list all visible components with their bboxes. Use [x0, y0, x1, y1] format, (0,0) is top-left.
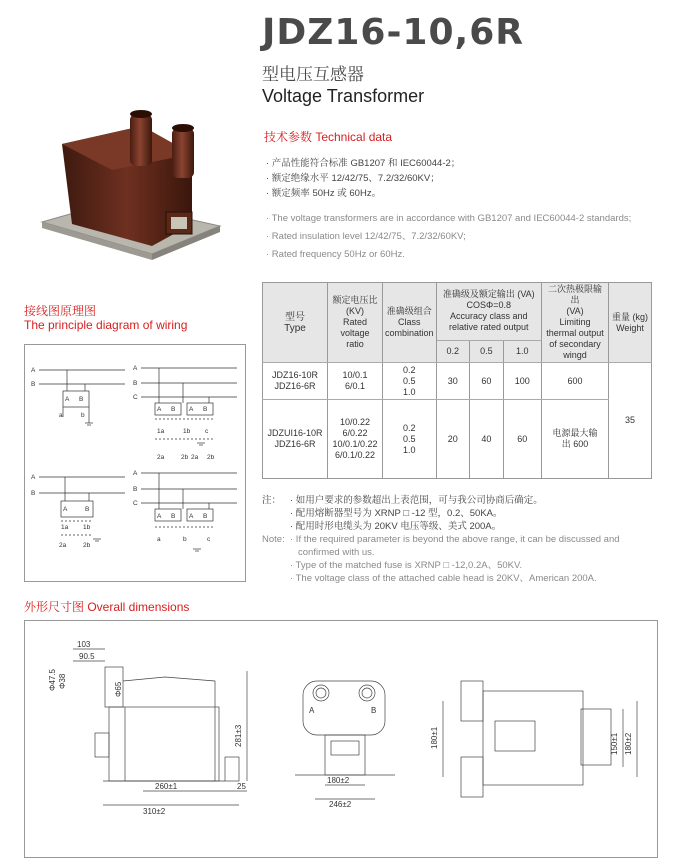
wire-label: A: [31, 474, 36, 481]
dim-label: 180±2: [624, 732, 633, 755]
note-en: · Type of the matched fuse is XRNP □ -12,0.2A、50KV.: [290, 560, 523, 571]
tech-bullet-en: · Rated frequency 50Hz or 60Hz.: [266, 249, 405, 260]
note-en: · The voltage class of the attached cable head is 20KV、American 200A.: [290, 573, 597, 584]
dim-label: A: [309, 706, 315, 715]
wiring-diagram-4: [133, 470, 237, 551]
wire-label: B: [79, 396, 84, 403]
product-photo: [32, 104, 230, 274]
wire-label: C: [133, 394, 138, 401]
th-type: 型号 Type: [263, 283, 328, 363]
cell-output: 100: [503, 363, 541, 400]
side-view: [48, 640, 247, 816]
dim-label: Φ38: [58, 673, 67, 689]
wire-label: 2b: [181, 454, 189, 461]
wire-label: A: [63, 506, 68, 513]
wiring-heading-cn: 接线图原理图: [24, 304, 97, 318]
wire-label: 1b: [83, 524, 91, 531]
dim-label: 260±1: [155, 782, 178, 791]
note-label-cn: 注：: [262, 495, 282, 506]
dim-label: 103: [77, 640, 91, 649]
note-cn: · 配用时形电缆头为 20KV 电压等级、美式 200A。: [290, 521, 502, 532]
wire-label: c: [207, 536, 211, 543]
wire-label: b: [81, 412, 85, 419]
wire-label: b: [183, 536, 187, 543]
wiring-diagram-box: [24, 344, 246, 582]
wire-label: 1a: [61, 524, 69, 531]
cell-type: JDZUI16-10R JDZ16-6R: [263, 400, 328, 479]
wiring-diagram-2: [133, 365, 237, 461]
wire-label: B: [203, 406, 208, 413]
wire-label: 2a: [191, 454, 199, 461]
th-output: 准确级及额定输出 (VA) COSΦ=0.8 Accuracy class and relative rated output: [436, 283, 541, 341]
model-title: JDZ16-10,6R: [262, 12, 524, 53]
note-cn: · 如用户要求的参数超出上表范围，可与我公司协商后确定。: [290, 495, 543, 506]
wire-label: c: [205, 428, 209, 435]
tech-bullet-en: · The voltage transformers are in accordance with GB1207 and IEC60044-2 standards;: [266, 213, 632, 224]
tech-data-heading: 技术参数 Technical data: [264, 130, 393, 144]
wire-label: 2b: [207, 454, 215, 461]
dim-label: 180±2: [327, 776, 350, 785]
wire-label: B: [133, 486, 138, 493]
wire-label: 2a: [59, 542, 67, 549]
dim-label: 150±1: [610, 732, 619, 755]
tech-bullet-en: · Rated insulation level 12/42/75、7.2/32/60KV;: [266, 231, 466, 242]
wire-label: A: [133, 365, 138, 372]
th-ratio: 额定电压比 (KV) Rated voltage ratio: [328, 283, 383, 363]
cell-weight: 35: [609, 363, 652, 479]
dim-label: 180±1: [430, 726, 439, 749]
wire-label: B: [203, 513, 208, 520]
wire-label: B: [85, 506, 90, 513]
note-en: · If the required parameter is beyond the above range, it can be discussed and: [290, 534, 620, 545]
wire-label: B: [133, 380, 138, 387]
wire-label: a: [157, 536, 161, 543]
wire-label: A: [157, 513, 162, 520]
cell-ratio: 10/0.22 6/0.22 10/0.1/0.22 6/0.1/0.22: [328, 400, 383, 479]
dim-label: 90.5: [79, 652, 95, 661]
dim-label: B: [371, 706, 377, 715]
th-thermal: 二次热极限输出 (VA) Limiting thermal output of secondary wingd: [542, 283, 609, 363]
cell-class: 0.2 0.5 1.0: [383, 400, 437, 479]
dim-label: 25: [237, 782, 246, 791]
tech-bullet-cn: · 额定绝缘水平 12/42/75、7.2/32/60KV；: [266, 173, 440, 184]
table-row: [263, 400, 652, 479]
wire-label: 1a: [157, 428, 165, 435]
wire-label: a: [59, 412, 63, 419]
th-class: 准确级组合 Class combination: [383, 283, 437, 363]
th-sub-10: 1.0: [503, 340, 541, 362]
cell-output: 30: [436, 363, 470, 400]
wire-label: 1b: [183, 428, 191, 435]
dim-label: 246±2: [329, 800, 352, 809]
wire-label: A: [157, 406, 162, 413]
cell-type: JDZ16-10R JDZ16-6R: [263, 363, 328, 400]
wiring-diagram-3: [31, 474, 125, 549]
cell-output: 60: [503, 400, 541, 479]
note-cn: · 配用熔断器型号为 XRNP □ -12 型，0.2、50KA。: [290, 508, 503, 519]
tech-bullet-cn: · 产品性能符合标准 GB1207 和 IEC60044-2；: [266, 158, 461, 169]
spec-table: [262, 282, 652, 479]
dim-label: Φ65: [114, 681, 123, 697]
dim-label: 310±2: [143, 807, 166, 816]
wire-label: A: [65, 396, 70, 403]
cell-output: 40: [470, 400, 504, 479]
cell-class: 0.2 0.5 1.0: [383, 363, 437, 400]
tech-bullet-cn: · 额定频率 50Hz 或 60Hz。: [266, 188, 382, 199]
dimensions-drawing-box: [24, 620, 658, 858]
wire-label: A: [189, 406, 194, 413]
top-view: [430, 681, 637, 797]
th-sub-05: 0.5: [470, 340, 504, 362]
th-weight: 重量 (kg) Weight: [609, 283, 652, 363]
wiring-heading-en: The principle diagram of wiring: [24, 318, 188, 332]
cell-thermal: 600: [542, 363, 609, 400]
dims-heading: 外形尺寸图 Overall dimensions: [24, 600, 190, 614]
front-view: [295, 681, 395, 809]
wire-label: B: [171, 513, 176, 520]
wire-label: A: [189, 513, 194, 520]
cell-ratio: 10/0.1 6/0.1: [328, 363, 383, 400]
wire-label: B: [31, 490, 36, 497]
wire-label: 2b: [83, 542, 91, 549]
wire-label: C: [133, 500, 138, 507]
cell-output: 60: [470, 363, 504, 400]
wiring-diagram-1: [31, 367, 125, 425]
cell-output: 20: [436, 400, 470, 479]
chinese-subtitle: 型电压互感器: [262, 65, 364, 84]
dim-label: Φ47.5: [48, 669, 57, 691]
cell-thermal: 电源最大输 出 600: [542, 400, 609, 479]
wire-label: 2a: [157, 454, 165, 461]
note-label-en: Note:: [262, 534, 285, 545]
tech-bullets-en: [266, 211, 662, 265]
th-sub-02: 0.2: [436, 340, 470, 362]
english-subtitle: Voltage Transformer: [262, 86, 425, 106]
table-row: [263, 363, 652, 400]
wire-label: A: [133, 470, 138, 477]
wire-label: B: [31, 381, 36, 388]
dim-label: 281±3: [234, 724, 243, 747]
tech-bullets-cn: [266, 156, 460, 201]
wire-label: B: [171, 406, 176, 413]
notes: [262, 494, 620, 585]
wire-label: A: [31, 367, 36, 374]
note-en: confirmed with us.: [298, 547, 375, 558]
